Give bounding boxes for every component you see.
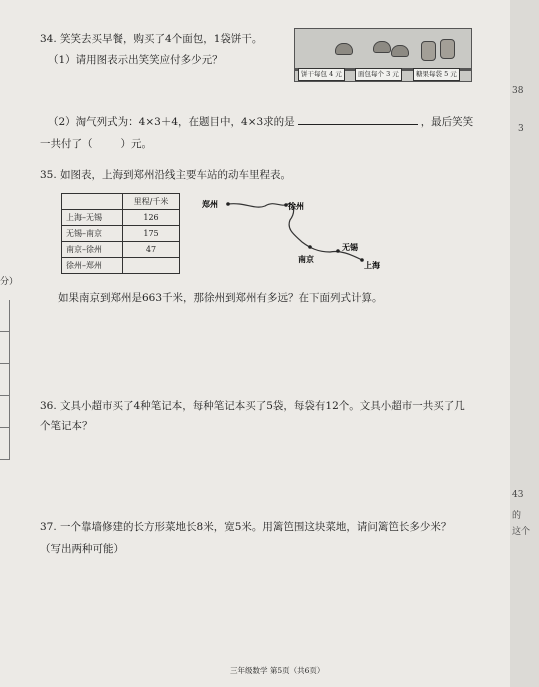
left-margin-text: 分） [0,277,19,287]
q37-line2: （写出两种可能） [40,543,124,555]
table-row: 无锡–南京 175 [62,226,180,242]
station-dot [336,249,340,253]
price-tag-bread: 面包每个 3 元 [355,68,402,81]
q34-part2-text-b: ，最后笑笑 [420,116,474,128]
rail-route-map [200,190,390,275]
table-row: 上海–无锡 126 [62,210,180,226]
q34-part1: （1）请用图表示出笑笑应付多少元？ [48,54,223,66]
label-nanjing: 南京 [298,255,314,264]
q37-line1: 37. 一个靠墙修建的长方形菜地长8米，宽5米。用篱笆围这块菜地，请问篱笆长多少米？ [40,521,452,533]
label-wuxi: 无锡 [342,243,358,252]
q35-question: 如果南京到郑州是663千米，那徐州到郑州有多远？在下面列式计算。 [58,292,383,304]
table-row: 徐州–郑州 [62,258,180,274]
table-header-row [62,194,180,210]
station-dot [226,202,230,206]
q36-line1: 36. 文具小超市买了4种笔记本，每种笔记本买了5袋，每袋有12个。文具小超市一共买了几 [40,400,465,412]
bread-icon [373,41,391,53]
next-page-edge: 38 3 43 的 这个 [510,0,539,687]
page-footer: 三年级数学 第5页（共6页） [230,666,325,675]
q35-stem: 35. 如图表，上海到郑州沿线主要车站的动车里程表。 [40,169,292,181]
candy-bag-icon [440,39,455,59]
bread-icon [391,45,409,57]
q34-part2-line2 [40,138,152,151]
label-xuzhou: 徐州 [288,202,304,211]
answer-blank[interactable] [298,114,418,125]
q34-part2-text-c: 一共付了（ [40,138,93,150]
candy-bag-icon [421,41,436,61]
station-dot [308,245,312,249]
table-header: 里程/千米 [123,194,180,210]
label-shanghai: 上海 [364,261,380,270]
q34-part2-text-d: ）元。 [120,138,152,150]
label-zhengzhou: 郑州 [202,200,218,209]
price-tag-cookies: 饼干每包 4 元 [298,68,345,81]
left-margin-grid [0,300,10,460]
shop-shelf-illustration [294,28,472,82]
q34-part2-line1 [48,114,473,129]
price-tag-candy: 糖果每袋 5 元 [413,68,460,81]
q34-part2-text-a: （2）淘气列式为：4×3＋4，在题目中，4×3求的是 [48,116,295,128]
distance-table [61,193,180,274]
q36-line2: 个笔记本？ [40,420,93,432]
table-row: 南京–徐州 47 [62,242,180,258]
bread-icon [335,43,353,55]
q34-stem: 34. 笑笑去买早餐，购买了4个面包，1袋饼干。 [40,33,263,45]
